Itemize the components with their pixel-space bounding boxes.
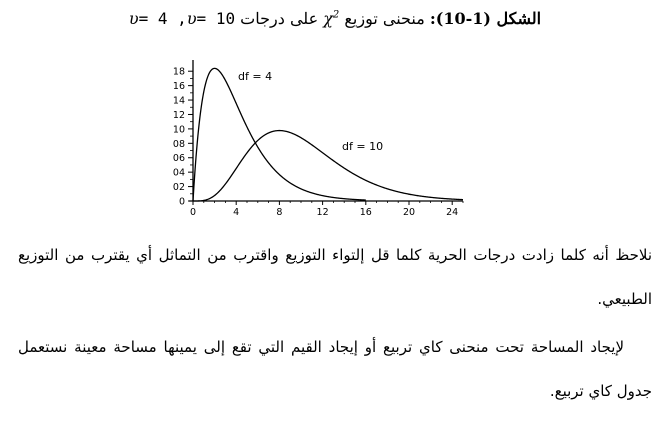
x-tick-label-0: 0 (189, 207, 197, 218)
nu-symbol-2: υ (186, 8, 197, 28)
y-tick-label-8: 16 (172, 81, 185, 93)
df-equals-10: = 10 (196, 8, 236, 28)
x-tick-label-4: 16 (359, 207, 372, 218)
x-tick-label-5: 20 (402, 207, 416, 218)
caption-label: الشكل (1-10): (429, 8, 542, 28)
y-tick-label-1: 02 (172, 182, 185, 194)
paragraph-2: لإيجاد المساحة تحت منحنى كاي تربيع أو إيجاد القيم التي تقع إلى يمينها مساحة معينة نستعمل جدول كاي تربيع. (18, 338, 652, 400)
curve-df-4 (193, 68, 366, 201)
y-tick-label-7: 14 (172, 95, 185, 107)
caption-text: منحنى توزيع (344, 8, 425, 28)
chi-symbol: $\chi^2$ (323, 8, 340, 28)
y-tick-label-9: 18 (172, 66, 185, 78)
y-tick-label-6: 12 (172, 109, 185, 121)
y-tick-label-0: 0 (178, 196, 185, 208)
caption-text-on: على درجات (240, 8, 319, 28)
x-tick-label-6: 24 (446, 207, 459, 218)
y-tick-label-4: 08 (172, 138, 185, 150)
y-tick-label-2: 04 (172, 167, 185, 179)
curve-df-10 (193, 131, 463, 201)
chi-square-chart (150, 52, 480, 224)
series-label-df4: df = 4 (238, 70, 273, 83)
y-tick-label-5: 10 (172, 124, 185, 136)
series-label-df10: df = 10 (342, 140, 384, 153)
df-equals-4: = 4 , (138, 8, 187, 28)
paragraph-1: نلاحظ أنه كلما زادت درجات الحرية كلما قل إلتواء التوزيع واقترب من التماثل أي يقترب من التوزيع الطبيعي. (18, 246, 652, 308)
x-tick-label-3: 12 (316, 207, 329, 218)
nu-symbol: υ (128, 8, 139, 28)
y-tick-label-3: 06 (172, 153, 185, 165)
x-tick-label-2: 8 (276, 207, 283, 218)
figure-caption (0, 6, 670, 30)
x-tick-label-1: 4 (233, 207, 240, 218)
